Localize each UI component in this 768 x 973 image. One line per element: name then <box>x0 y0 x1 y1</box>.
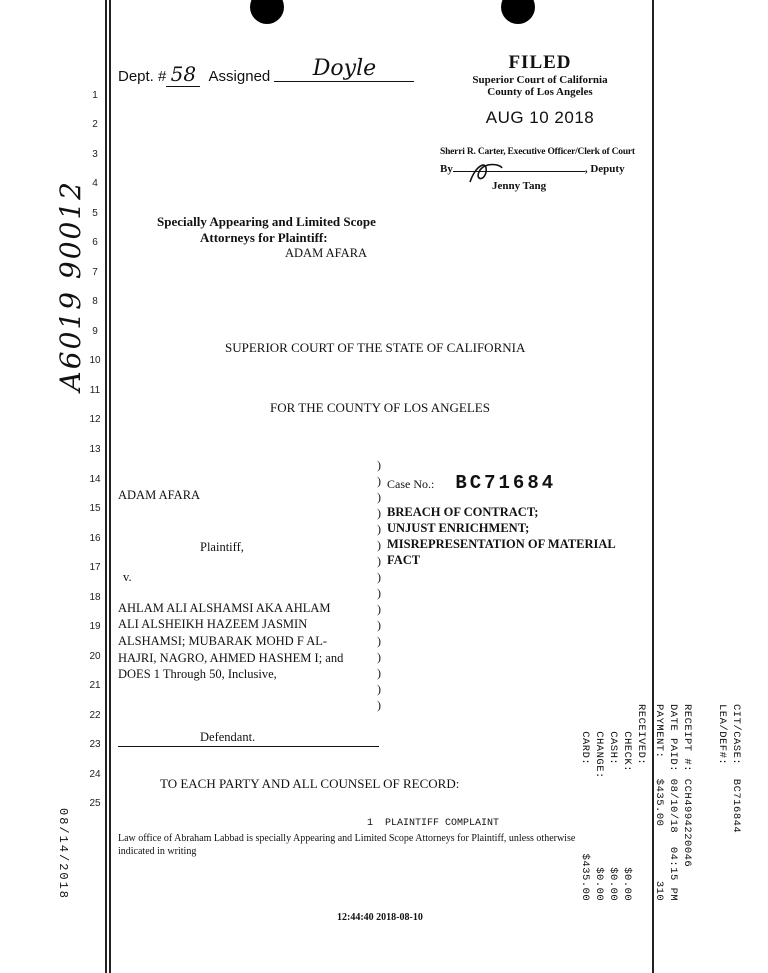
receipt-number: RECEIPT #: CCH4994220046 <box>681 704 693 868</box>
paren: ) <box>377 554 381 568</box>
attorney-line-2: Attorneys for Plaintiff: <box>200 230 328 245</box>
cause-2: UNJUST ENRICHMENT; <box>387 521 530 535</box>
dept-number: 58 <box>166 62 200 87</box>
paren: ) <box>377 682 381 696</box>
dept-label: Dept. # <box>118 68 167 85</box>
line-number: 12 <box>89 414 101 425</box>
dept-assigned-line <box>118 56 414 88</box>
line-number: 13 <box>89 444 101 455</box>
paren: ) <box>377 490 381 504</box>
versus: v. <box>123 570 132 584</box>
line-number: 15 <box>89 503 101 514</box>
paren: ) <box>377 666 381 680</box>
line-number: 24 <box>89 769 101 780</box>
filed-date: AUG 10 2018 <box>485 108 595 127</box>
left-date-stamp: 08/14/2018 <box>56 808 70 901</box>
defendant-line-3: ALSHAMSI; MUBARAK MOHD F AL- <box>118 634 328 648</box>
footer-note-line-2: indicated in writing <box>118 846 197 857</box>
line-number: 2 <box>92 119 98 130</box>
line-number: 7 <box>92 267 98 278</box>
defendant-label: Defendant. <box>200 730 256 744</box>
line-number: 11 <box>89 385 101 396</box>
case-no-label: Case No.: <box>387 477 435 491</box>
punch-hole-left <box>250 0 284 24</box>
assigned-label: Assigned <box>208 68 271 85</box>
paren: ) <box>377 602 381 616</box>
punch-hole-right <box>501 0 535 24</box>
line-number: 1 <box>92 90 98 101</box>
line-number: 21 <box>89 680 101 691</box>
line-number: 19 <box>89 621 101 632</box>
line-number: 6 <box>92 237 98 248</box>
filed-clerk: Sherri R. Carter, Executive Officer/Clerk of Court <box>440 147 635 157</box>
line-number: 14 <box>89 474 101 485</box>
filed-deputy-label: , Deputy <box>584 163 625 175</box>
paren: ) <box>377 570 381 584</box>
case-no-line <box>387 472 556 494</box>
case-no-value: BC71684 <box>455 472 557 494</box>
paren: ) <box>377 634 381 648</box>
line-number: 9 <box>92 326 98 337</box>
attorney-line-3: ADAM AFARA <box>285 246 368 260</box>
receipt-change: CHANGE: $0.00 <box>593 704 605 902</box>
left-margin-rule-outer <box>105 0 107 973</box>
footer-timestamp: 12:44:40 2018-08-10 <box>337 912 423 923</box>
paren: ) <box>377 474 381 488</box>
footer-note-line-1: Law office of Abraham Labbad is specially Appearing and Limited Scope Attorneys for Plaintiff, unless otherwise <box>118 833 576 844</box>
receipt-received: RECEIVED: <box>635 704 647 766</box>
left-margin-rule-inner <box>109 0 111 973</box>
paren: ) <box>377 586 381 600</box>
paren: ) <box>377 458 381 472</box>
line-number: 17 <box>89 562 101 573</box>
filed-county: County of Los Angeles <box>487 86 593 98</box>
receipt-check: CHECK: $0.00 <box>621 704 633 902</box>
filed-court: Superior Court of California <box>472 74 608 86</box>
cause-3: MISREPRESENTATION OF MATERIAL <box>387 537 616 551</box>
receipt-card: CARD: $435.00 <box>579 704 591 902</box>
paren: ) <box>377 506 381 520</box>
court-title: SUPERIOR COURT OF THE STATE OF CALIFORNIA <box>225 340 526 355</box>
defendant-line-5: DOES 1 Through 50, Inclusive, <box>118 667 277 681</box>
plaintiff-name: ADAM AFARA <box>118 488 201 502</box>
defendant-line-1: AHLAM ALI ALSHAMSI AKA AHLAM <box>118 601 331 615</box>
paren: ) <box>377 522 381 536</box>
receipt-lea-def: LEA/DEF#: <box>716 704 728 766</box>
line-number: 5 <box>92 208 98 219</box>
defendant-line-4: HAJRI, NAGRO, AHMED HASHEM I; and <box>118 651 344 665</box>
filed-title: FILED <box>508 52 572 73</box>
line-number: 8 <box>92 296 98 307</box>
line-number: 16 <box>89 533 101 544</box>
filed-by-label: By <box>440 163 453 175</box>
receipt-date-paid: DATE PAID: 08/10/18 04:15 PM <box>667 704 679 902</box>
line-number: 4 <box>92 178 98 189</box>
line-number: 23 <box>89 739 101 750</box>
line-number: 18 <box>89 592 101 603</box>
filed-deputy-name: Jenny Tang <box>492 180 547 192</box>
defendant-line-2: ALI ALSHEIKH HAZEEM JASMIN <box>118 617 308 631</box>
assigned-name: Doyle <box>274 56 414 82</box>
receipt-cash: CASH: $0.00 <box>607 704 619 902</box>
cause-1: BREACH OF CONTRACT; <box>387 505 539 519</box>
line-number: 25 <box>89 798 101 809</box>
cause-4: FACT <box>387 553 421 567</box>
filed-stamp <box>440 52 640 128</box>
page-footer-title: 1 PLAINTIFF COMPLAINT <box>367 818 500 829</box>
caption-bottom-rule <box>118 746 379 747</box>
paren: ) <box>377 650 381 664</box>
margin-handwriting: A6019 90012 <box>54 180 87 392</box>
receipt-case: CIT/CASE: BC716844 <box>730 704 742 834</box>
to-parties: TO EACH PARTY AND ALL COUNSEL OF RECORD: <box>160 776 460 791</box>
paren: ) <box>377 538 381 552</box>
attorney-line-1: Specially Appearing and Limited Scope <box>157 214 376 229</box>
line-number: 3 <box>92 149 98 160</box>
paren: ) <box>377 618 381 632</box>
line-number: 22 <box>89 710 101 721</box>
line-number: 20 <box>89 651 101 662</box>
receipt-payment: PAYMENT: $435.00 310 <box>653 704 665 902</box>
county-title: FOR THE COUNTY OF LOS ANGELES <box>270 400 490 415</box>
plaintiff-label: Plaintiff, <box>200 540 244 554</box>
paren: ) <box>377 698 381 712</box>
line-number: 10 <box>89 355 101 366</box>
